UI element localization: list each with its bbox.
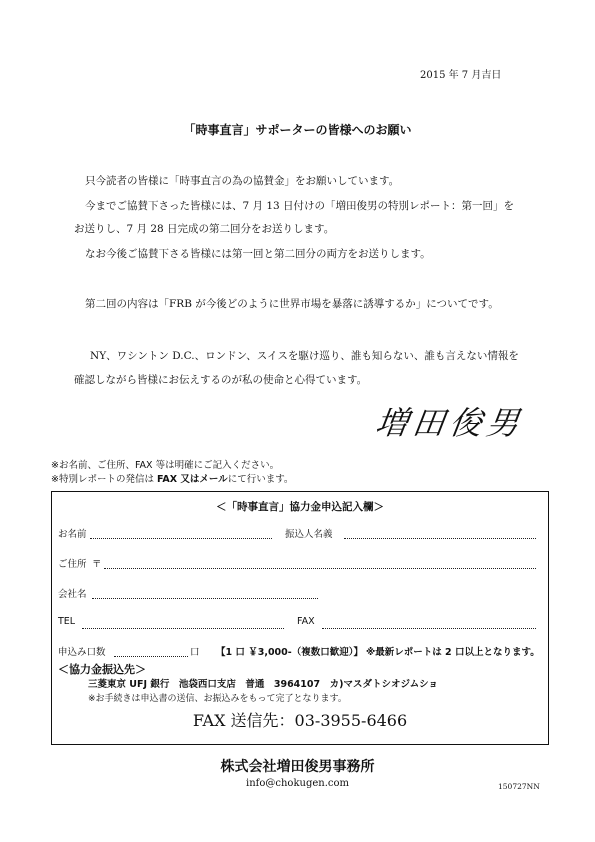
fax-field[interactable] bbox=[322, 628, 536, 629]
body-paragraph-1: 只今読者の皆様に「時事直言の為の協賛金」をお願いしています。 bbox=[85, 175, 400, 187]
document-code: 150727NN bbox=[498, 782, 540, 791]
body-paragraph-5-line-1: NY、ワシントン D.C.、ロンドン、スイスを駆け巡り、誰も知らない、誰も言えない情報を bbox=[90, 350, 519, 362]
company-label: 会社名 bbox=[58, 589, 87, 600]
fax-label: FAX bbox=[297, 616, 315, 627]
document-title: 「時事直言」サポーターの皆様へのお願い bbox=[183, 123, 412, 137]
company-name: 株式会社増田俊男事務所 bbox=[220, 759, 375, 775]
tel-label: TEL bbox=[58, 616, 76, 627]
body-paragraph-2-line-2: お送りし、7 月 28 日完成の第二回分をお送りします。 bbox=[74, 223, 335, 235]
bank-procedure-note: ※お手続きは申込書の送信、お振込みをもって完了となります。 bbox=[88, 694, 347, 704]
tel-field[interactable] bbox=[82, 628, 284, 629]
application-form bbox=[51, 491, 549, 745]
fax-number: FAX 送信先：03-3955-6466 bbox=[192, 711, 408, 730]
form-title: ＜「時事直言」協力金申込記入欄＞ bbox=[216, 501, 384, 513]
note-2: ※特別レポートの発信は FAX 又はメールにて行います。 bbox=[51, 474, 294, 485]
minimum-units-text: ※最新レポートは 2 口以上となります。 bbox=[366, 647, 540, 658]
units-suffix: 口 bbox=[190, 647, 200, 658]
units-field[interactable] bbox=[114, 656, 188, 657]
body-paragraph-3: なお今後ご協賛下さる皆様には第一回と第二回分の両方をお送りします。 bbox=[85, 248, 431, 260]
bank-account-info: 三菱東京 UFJ 銀行 池袋西口支店 普通 3964107 カ)マスダトシオジムショ bbox=[88, 679, 438, 690]
name-field[interactable] bbox=[90, 538, 272, 539]
contact-email: info@chokugen.com bbox=[246, 778, 349, 789]
body-paragraph-4: 第二回の内容は「FRB が今後どのように世界市場を暴落に誘導するか」についてです。 bbox=[85, 298, 499, 310]
address-field[interactable] bbox=[104, 568, 536, 569]
units-label: 申込み口数 bbox=[58, 647, 106, 658]
name-label: お名前 bbox=[58, 529, 87, 540]
sender-name-field[interactable] bbox=[344, 538, 536, 539]
sender-name-label: 振込人名義 bbox=[285, 529, 333, 540]
note-1: ※お名前、ご住所、FAX 等は明確にご記入ください。 bbox=[51, 460, 280, 471]
address-label: ご住所 bbox=[58, 559, 87, 570]
bank-heading: ＜協力金振込先＞ bbox=[58, 663, 146, 676]
body-paragraph-5-line-2: 確認しながら皆様にお伝えするのが私の使命と心得ています。 bbox=[74, 374, 368, 386]
postal-mark: 〒 bbox=[92, 559, 102, 570]
price-text: 【1 口 ￥3,000-（複数口歓迎）】 bbox=[216, 647, 363, 658]
document-date: 2015 年 7 月吉日 bbox=[420, 70, 502, 81]
body-paragraph-2-line-1: 今までご協賛下さった皆様には、7 月 13 日付けの「増田俊男の特別レポート：第一回」を bbox=[85, 200, 515, 212]
company-field[interactable] bbox=[92, 598, 318, 599]
handwritten-signature: 増田俊男 bbox=[373, 404, 527, 442]
